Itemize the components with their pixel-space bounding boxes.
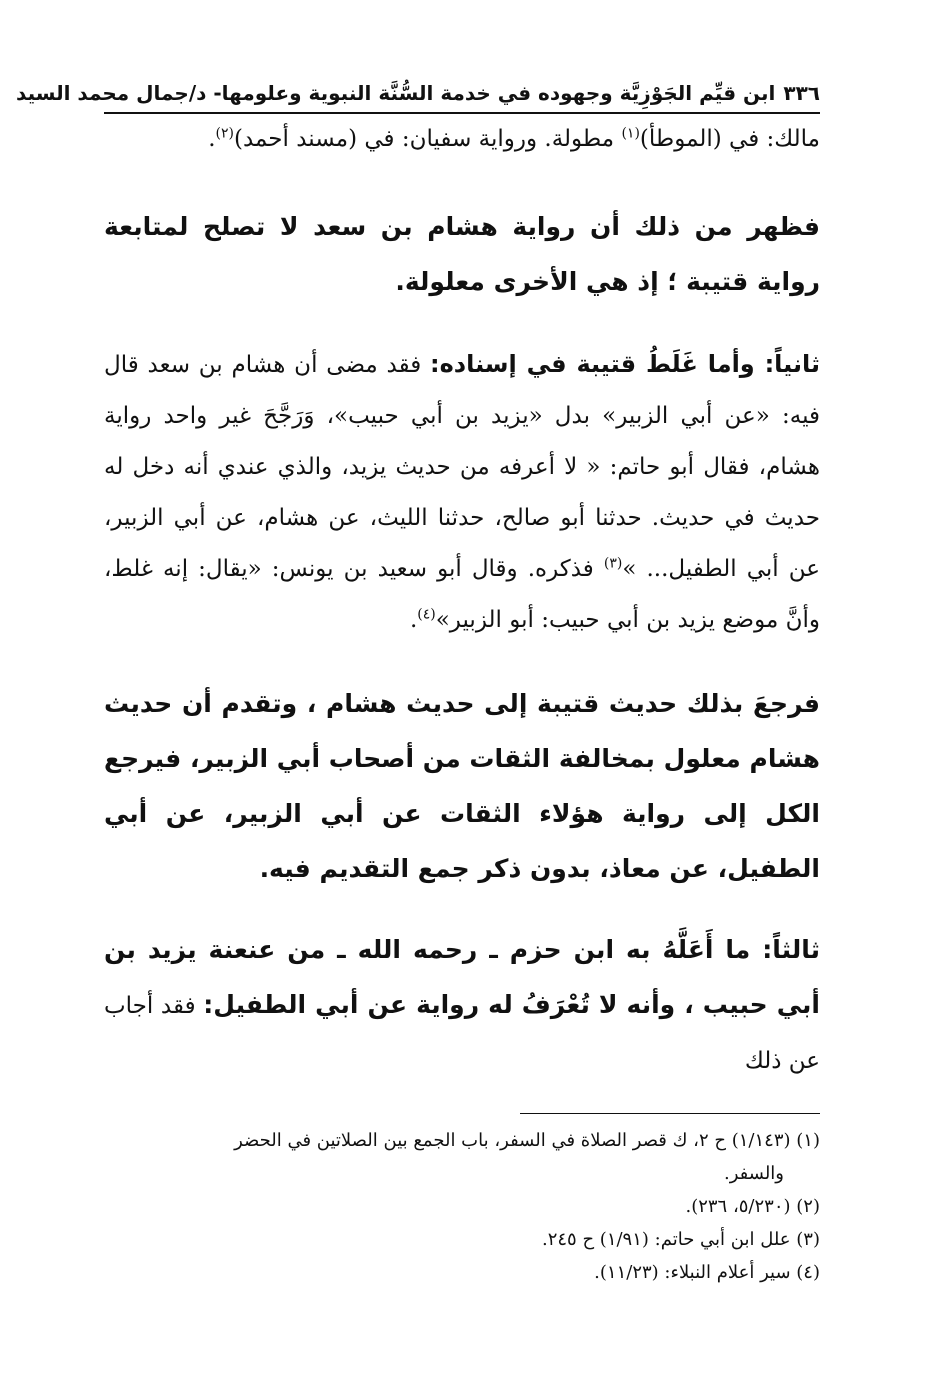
page-number: ٣٣٦ (783, 81, 820, 105)
paragraph-text: . (409, 607, 418, 633)
footnote-ref-2: (٢) (215, 125, 234, 142)
paragraph-continuation (104, 114, 820, 165)
running-title: ابن قيِّم الجَوْزِيَّة وجهوده في خدمة السُّنَّة النبوية وعلومها- د/جمال محمد السيد (16, 81, 776, 105)
footnote-2: (٢) (٥/٢٣٠، ٢٣٦). (685, 1196, 820, 1217)
footnote-ref-3: (٣) (603, 555, 623, 572)
section-lead-second: ثانياً: وأما غَلَطُ قتيبة في إسناده: (430, 350, 821, 378)
footnote-1: (١) (١/١٤٣) ح ٢، ك قصر الصلاة في السفر، باب الجمع بين الصلاتين في الحضر (234, 1130, 820, 1151)
book-page (16, 78, 821, 1289)
footnotes (104, 1124, 820, 1289)
footnote-1-continuation: والسفر. (724, 1163, 784, 1184)
footnote-ref-4: (٤) (417, 606, 436, 623)
running-header (16, 78, 820, 108)
footnote-ref-1: (١) (621, 125, 640, 142)
paragraph-conclusion: فظهر من ذلك أن رواية هشام بن سعد لا تصلح لمتابعة رواية قتيبة ؛ إذ هي الأخرى معلولة. (104, 212, 820, 296)
paragraph-text: فقد أجاب عن ذلك (104, 993, 820, 1074)
paragraph-second-point (104, 339, 820, 646)
footnote-separator (520, 1113, 820, 1114)
paragraph-text: . (208, 126, 216, 152)
footnote-3: (٣) علل ابن أبي حاتم: (١/٩١) ح ٢٤٥. (541, 1229, 820, 1250)
footnote-4: (٤) سير أعلام النبلاء: (١١/٢٣). (594, 1262, 820, 1283)
paragraph-text: فقد مضى أن هشام بن سعد قال فيه: «عن أبي الزبير» بدل «يزيد بن أبي حبيب»، وَرَجَّحَ غير واحد رواية هشام، فقال أبو حاتم: « لا أعرفه من حديث يزيد، والذي عندي أنه دخل له حديث في حديث. حدثنا أبو صالح، حدثنا الليث، عن هشام، عن أبي الزبير، عن أبي الطفيل... » (104, 352, 820, 582)
paragraph-third-point (104, 922, 820, 1087)
paragraph-text: فذكره. وقال أبو سعيد بن يونس: «يقال: إنه غلط، وأنَّ موضع يزيد بن أبي حبيب: أبو الزبير» (104, 556, 820, 633)
paragraph-text: مالك: في (الموطأ) (639, 126, 820, 152)
section-lead-third: ثالثاً: ما أَعَلَّهُ به ابن حزم ـ رحمه الله ـ من عنعنة يزيد بن أبي حبيب ، وأنه لا تُعْرَفُ له رواية عن أبي الطفيل: (104, 935, 820, 1019)
paragraph-text: مطولة. ورواية سفيان: في (مسند أحمد) (233, 126, 622, 152)
paragraph-return: فرجعَ بذلك حديث قتيبة إلى حديث هشام ، وتقدم أن حديث هشام معلول بمخالفة الثقات من أصحاب أبي الزبير، فيرجع الكل إلى رواية هؤلاء الثقات عن أبي الزبير، عن أبي الطفيل، عن معاذ، بدون ذكر جمع التقديم فيه. (104, 689, 820, 883)
